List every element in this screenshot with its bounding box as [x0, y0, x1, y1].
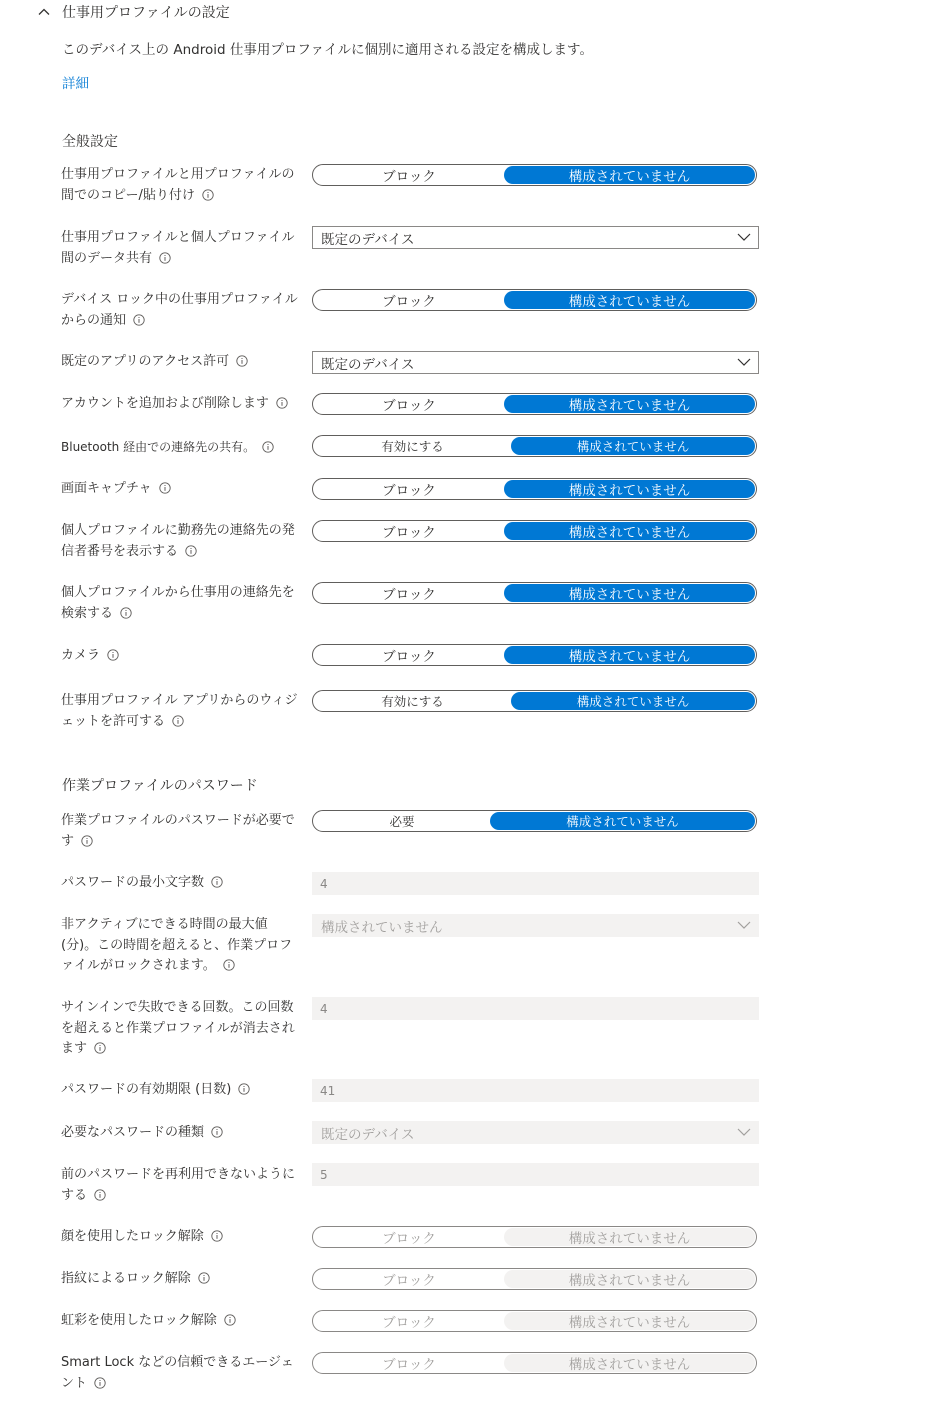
expiration-days-label: パスワードの有効期限 (日数): [61, 1080, 301, 1101]
info-icon[interactable]: [159, 482, 171, 494]
smart-lock-block-option[interactable]: ブロック: [382, 1357, 436, 1373]
face-unlock-toggle[interactable]: [312, 1226, 757, 1248]
caller-id-not-configured-option[interactable]: 構成されていません: [504, 522, 755, 540]
copy-paste-label: 仕事用プロファイルと用プロファイルの間でのコピー/貼り付け: [61, 167, 295, 203]
contact-search-not-configured-option[interactable]: 構成されていません: [504, 584, 755, 602]
info-icon[interactable]: [172, 715, 184, 727]
screen-capture-label: 画面キャプチャ: [61, 479, 301, 500]
chevron-down-icon: [737, 357, 751, 367]
info-icon[interactable]: [107, 649, 119, 661]
face-unlock-label: 顔を使用したロック解除: [61, 1227, 301, 1248]
group-title-general: 全般設定: [62, 134, 118, 150]
fingerprint-unlock-label: 指紋によるロック解除: [61, 1269, 301, 1290]
fingerprint-unlock-block-option[interactable]: ブロック: [382, 1273, 436, 1289]
screen-capture-block-option[interactable]: ブロック: [382, 483, 436, 499]
copy-paste-not-configured-option[interactable]: 構成されていません: [504, 166, 755, 184]
info-icon[interactable]: [94, 1377, 106, 1389]
password-type-label: 必要なパスワードの種類: [61, 1123, 301, 1144]
chevron-down-icon: [737, 920, 751, 930]
min-length-label: パスワードの最小文字数: [61, 873, 301, 894]
section-description: このデバイス上の Android 仕事用プロファイルに個別に適用される設定を構成します。: [62, 42, 593, 58]
widgets-enable-option[interactable]: 有効にする: [381, 694, 444, 709]
data-sharing-value: 既定のデバイス: [321, 231, 415, 248]
password-type-dropdown[interactable]: [312, 1121, 759, 1144]
info-icon[interactable]: [133, 314, 145, 326]
data-sharing-label: 仕事用プロファイルと個人プロファイル間のデータ共有: [61, 230, 295, 266]
add-remove-accounts-block-option[interactable]: ブロック: [382, 398, 436, 414]
contact-search-block-option[interactable]: ブロック: [382, 587, 436, 603]
default-app-permission-value: 既定のデバイス: [321, 356, 415, 373]
chevron-down-icon: [737, 1127, 751, 1137]
caller-id-block-option[interactable]: ブロック: [382, 525, 436, 541]
prevent-reuse-input[interactable]: 5: [312, 1163, 759, 1186]
smart-lock-label: Smart Lock などの信頼できるエージェント: [61, 1355, 294, 1391]
prevent-reuse-label: 前のパスワードを再利用できないようにする: [61, 1167, 296, 1203]
face-unlock-block-option[interactable]: ブロック: [382, 1231, 436, 1247]
add-remove-accounts-label: アカウントを追加および削除します: [61, 394, 301, 415]
camera-toggle[interactable]: [312, 644, 757, 666]
copy-paste-block-option[interactable]: ブロック: [382, 169, 436, 185]
face-unlock-not-configured-option[interactable]: 構成されていません: [504, 1228, 755, 1246]
info-icon[interactable]: [211, 1126, 223, 1138]
smart-lock-not-configured-option[interactable]: 構成されていません: [504, 1354, 755, 1372]
chevron-down-icon: [737, 232, 751, 242]
iris-unlock-toggle[interactable]: [312, 1310, 757, 1332]
info-icon[interactable]: [185, 545, 197, 557]
info-icon[interactable]: [262, 441, 274, 453]
section-title: 仕事用プロファイルの設定: [62, 5, 230, 21]
iris-unlock-not-configured-option[interactable]: 構成されていません: [504, 1312, 755, 1330]
widgets-label: 仕事用プロファイル アプリからのウィジェットを許可する: [61, 693, 298, 729]
add-remove-accounts-toggle[interactable]: [312, 393, 757, 415]
caller-id-toggle[interactable]: [312, 520, 757, 542]
max-inactivity-value: 構成されていません: [321, 919, 443, 936]
info-icon[interactable]: [236, 355, 248, 367]
lock-notifications-label: デバイス ロック中の仕事用プロファイルからの通知: [61, 292, 298, 328]
screen-capture-toggle[interactable]: [312, 478, 757, 500]
iris-unlock-block-option[interactable]: ブロック: [382, 1315, 436, 1331]
failed-signins-label: サインインで失敗できる回数。この回数を超えると作業プロファイルが消去されます: [61, 1000, 295, 1056]
camera-block-option[interactable]: ブロック: [382, 649, 436, 665]
failed-signins-input[interactable]: 4: [312, 997, 759, 1020]
password-required-not-configured-option[interactable]: 構成されていません: [490, 812, 755, 830]
widgets-toggle[interactable]: [312, 690, 757, 712]
info-icon[interactable]: [202, 189, 214, 201]
info-icon[interactable]: [159, 252, 171, 264]
password-type-value: 既定のデバイス: [321, 1126, 415, 1143]
iris-unlock-label: 虹彩を使用したロック解除: [61, 1311, 301, 1332]
info-icon[interactable]: [120, 607, 132, 619]
lock-notifications-toggle[interactable]: [312, 289, 757, 311]
info-icon[interactable]: [198, 1272, 210, 1284]
bluetooth-contacts-not-configured-option[interactable]: 構成されていません: [511, 437, 755, 455]
info-icon[interactable]: [94, 1042, 106, 1054]
bluetooth-contacts-label: Bluetooth 経由での連絡先の共有。: [61, 437, 301, 458]
info-icon[interactable]: [94, 1189, 106, 1201]
bluetooth-contacts-enable-option[interactable]: 有効にする: [381, 439, 444, 454]
info-icon[interactable]: [224, 1314, 236, 1326]
password-required-label: 作業プロファイルのパスワードが必要です: [61, 813, 295, 849]
screen-capture-not-configured-option[interactable]: 構成されていません: [504, 480, 755, 498]
contact-search-label: 個人プロファイルから仕事用の連絡先を検索する: [61, 585, 295, 621]
contact-search-toggle[interactable]: [312, 582, 757, 604]
chevron-up-icon: [36, 4, 52, 20]
smart-lock-toggle[interactable]: [312, 1352, 757, 1374]
max-inactivity-label: 非アクティブにできる時間の最大値 (分)。この時間を超えると、作業プロファイルがロックされます。: [61, 917, 293, 973]
lock-notifications-not-configured-option[interactable]: 構成されていません: [504, 291, 755, 309]
default-app-permission-label: 既定のアプリのアクセス許可: [61, 352, 301, 373]
password-required-toggle[interactable]: [312, 810, 757, 832]
info-icon[interactable]: [276, 397, 288, 409]
camera-label: カメラ: [61, 646, 301, 667]
info-icon[interactable]: [211, 1230, 223, 1242]
copy-paste-toggle[interactable]: [312, 164, 757, 186]
camera-not-configured-option[interactable]: 構成されていません: [504, 646, 755, 664]
password-required-required-option[interactable]: 必要: [389, 814, 415, 829]
add-remove-accounts-not-configured-option[interactable]: 構成されていません: [504, 395, 755, 413]
widgets-not-configured-option[interactable]: 構成されていません: [511, 692, 755, 710]
info-icon[interactable]: [238, 1083, 250, 1095]
fingerprint-unlock-toggle[interactable]: [312, 1268, 757, 1290]
fingerprint-unlock-not-configured-option[interactable]: 構成されていません: [504, 1270, 755, 1288]
caller-id-label: 個人プロファイルに勤務先の連絡先の発信者番号を表示する: [61, 523, 295, 559]
group-title-password: 作業プロファイルのパスワード: [62, 778, 258, 794]
lock-notifications-block-option[interactable]: ブロック: [382, 294, 436, 310]
bluetooth-contacts-toggle[interactable]: [312, 435, 757, 457]
max-inactivity-dropdown[interactable]: [312, 914, 759, 937]
data-sharing-dropdown[interactable]: [312, 226, 759, 249]
expiration-days-input[interactable]: 41: [312, 1079, 759, 1102]
default-app-permission-dropdown[interactable]: [312, 351, 759, 374]
info-icon[interactable]: [81, 835, 93, 847]
section-header[interactable]: [36, 2, 230, 22]
info-icon[interactable]: [211, 876, 223, 888]
info-icon[interactable]: [223, 959, 235, 971]
learn-more-link[interactable]: 詳細: [62, 76, 89, 92]
min-length-input[interactable]: 4: [312, 872, 759, 895]
